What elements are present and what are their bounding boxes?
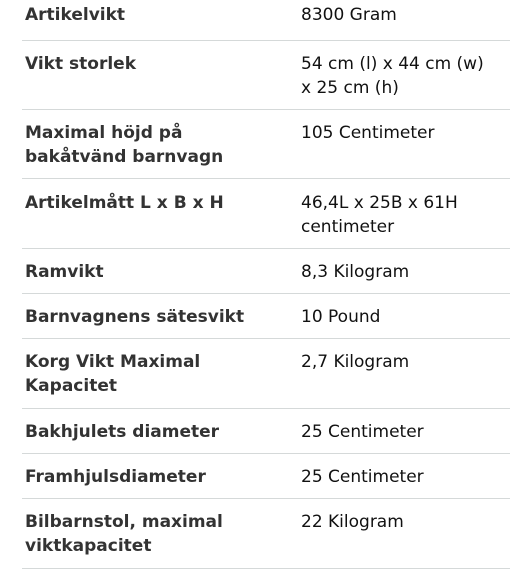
spec-label: Ramvikt xyxy=(25,262,104,282)
spec-row-korg-vikt xyxy=(22,339,510,409)
spec-value: 8300 Gram xyxy=(301,5,397,25)
spec-row-maximal-hojd xyxy=(22,110,510,179)
spec-label: Artikelvikt xyxy=(25,5,126,25)
spec-value: 46,4L x 25B x 61H centimeter xyxy=(301,193,458,237)
spec-value: 25 Centimeter xyxy=(301,467,424,487)
spec-value: 54 cm (l) x 44 cm (w) x 25 cm (h) xyxy=(301,54,484,98)
spec-row-artikelmatt xyxy=(22,179,510,249)
spec-label: Barnvagnens sätesvikt xyxy=(25,307,245,327)
spec-value: 105 Centimeter xyxy=(301,123,435,143)
spec-row-vikt-storlek xyxy=(22,41,510,110)
spec-value: 10 Pound xyxy=(301,307,381,327)
spec-label: Maximal höjd på bakåtvänd barnvagn xyxy=(25,123,224,167)
spec-label: Artikelmått L x B x H xyxy=(25,193,224,213)
spec-value: 25 Centimeter xyxy=(301,422,424,442)
spec-row-satesvikt xyxy=(22,294,510,339)
spec-row-ramvikt xyxy=(22,249,510,294)
spec-value: 22 Kilogram xyxy=(301,512,404,532)
spec-row-bilbarnstol xyxy=(22,499,510,569)
spec-label: Bilbarnstol, maximal viktkapacitet xyxy=(25,512,223,556)
spec-label: Bakhjulets diameter xyxy=(25,422,220,442)
spec-value: 2,7 Kilogram xyxy=(301,352,410,372)
spec-label: Framhjulsdiameter xyxy=(25,467,206,487)
spec-value: 8,3 Kilogram xyxy=(301,262,410,282)
spec-row-artikelvikt xyxy=(22,0,510,41)
spec-label: Korg Vikt Maximal Kapacitet xyxy=(25,352,201,396)
spec-label: Vikt storlek xyxy=(25,54,137,74)
spec-row-framhjul xyxy=(22,454,510,499)
spec-row-bakhjul xyxy=(22,409,510,454)
